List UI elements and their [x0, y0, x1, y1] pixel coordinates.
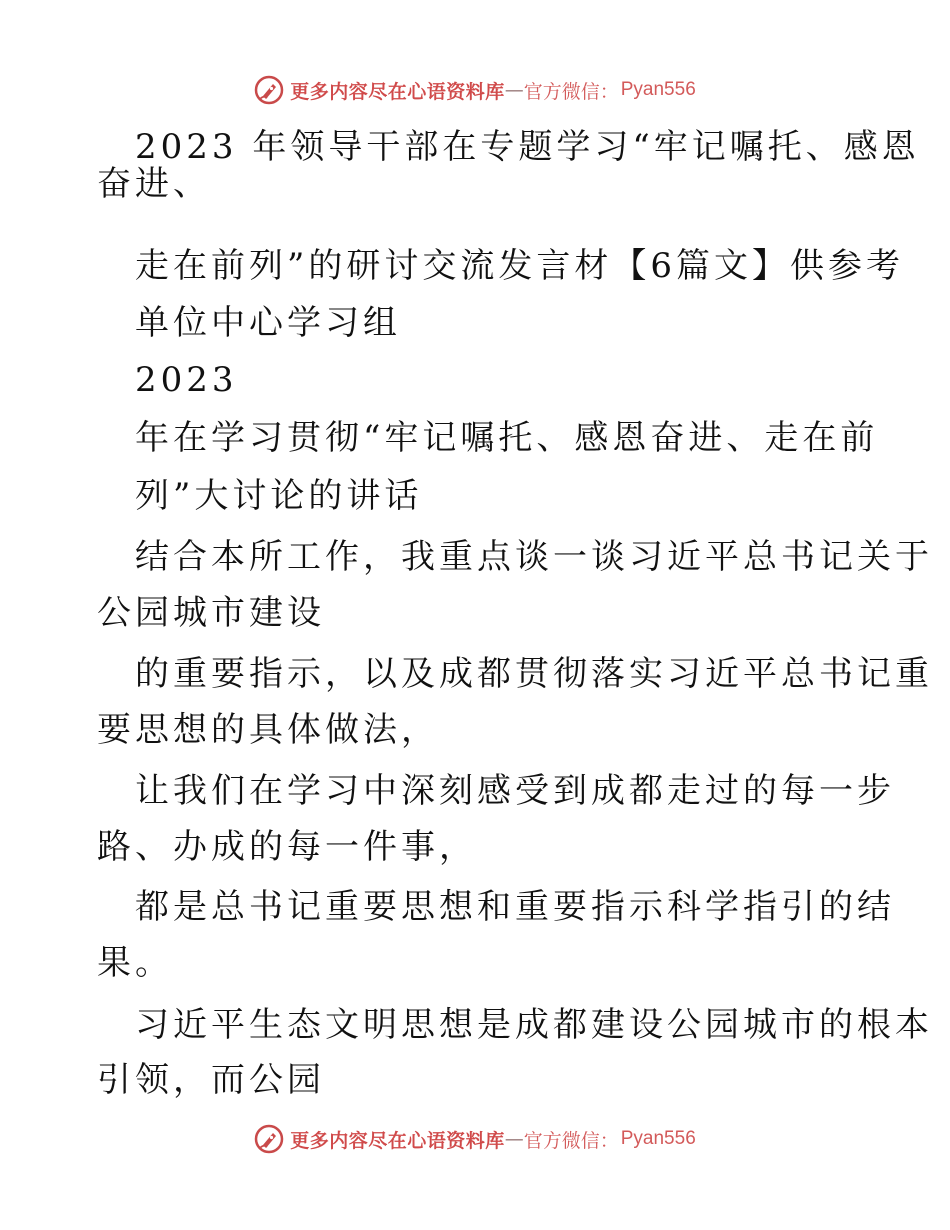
document-line: 公园城市建设 — [97, 593, 325, 633]
document-line: 奋进、 — [97, 164, 211, 204]
document-line: 都是总书记重要思想和重要指示科学指引的结 — [135, 887, 895, 927]
banner-separator: — — [504, 1128, 524, 1150]
document-line: 引领，而公园 — [97, 1060, 325, 1100]
pen-nib-logo-icon — [254, 75, 284, 105]
banner-wechat-label: 官方微信： — [523, 80, 619, 103]
document-line: 果。 — [97, 943, 173, 983]
banner-wechat-label: 官方微信： — [523, 1129, 619, 1152]
header-banner — [0, 68, 950, 112]
banner-wechat-id: Pyan556 — [620, 1128, 696, 1149]
pen-nib-logo-icon — [254, 1124, 284, 1154]
document-line: 结合本所工作，我重点谈一谈习近平总书记关于 — [135, 537, 933, 577]
document-line: 列”大讨论的讲话 — [135, 476, 423, 516]
document-line: 2023 年领导干部在专题学习“牢记嘱托、感恩 — [135, 127, 920, 167]
document-line: 的重要指示，以及成都贯彻落实习近平总书记重 — [135, 654, 933, 694]
document-line: 习近平生态文明思想是成都建设公园城市的根本 — [135, 1005, 933, 1045]
banner-separator: — — [504, 79, 524, 101]
document-line: 年在学习贯彻“牢记嘱托、感恩奋进、走在前 — [135, 418, 879, 458]
footer-banner — [0, 1117, 950, 1161]
document-line: 走在前列”的研讨交流发言材【6篇文】供参考 — [135, 246, 905, 286]
document-line: 要思想的具体做法， — [97, 710, 439, 750]
banner-text: 更多内容尽在心语资料库 — [290, 1129, 505, 1152]
document-line: 让我们在学习中深刻感受到成都走过的每一步 — [135, 771, 895, 811]
document-line: 路、办成的每一件事， — [97, 827, 477, 867]
document-line: 单位中心学习组 — [135, 303, 401, 343]
banner-text: 更多内容尽在心语资料库 — [290, 80, 505, 103]
document-line: 2023 — [135, 360, 238, 400]
banner-wechat-id: Pyan556 — [620, 79, 696, 100]
